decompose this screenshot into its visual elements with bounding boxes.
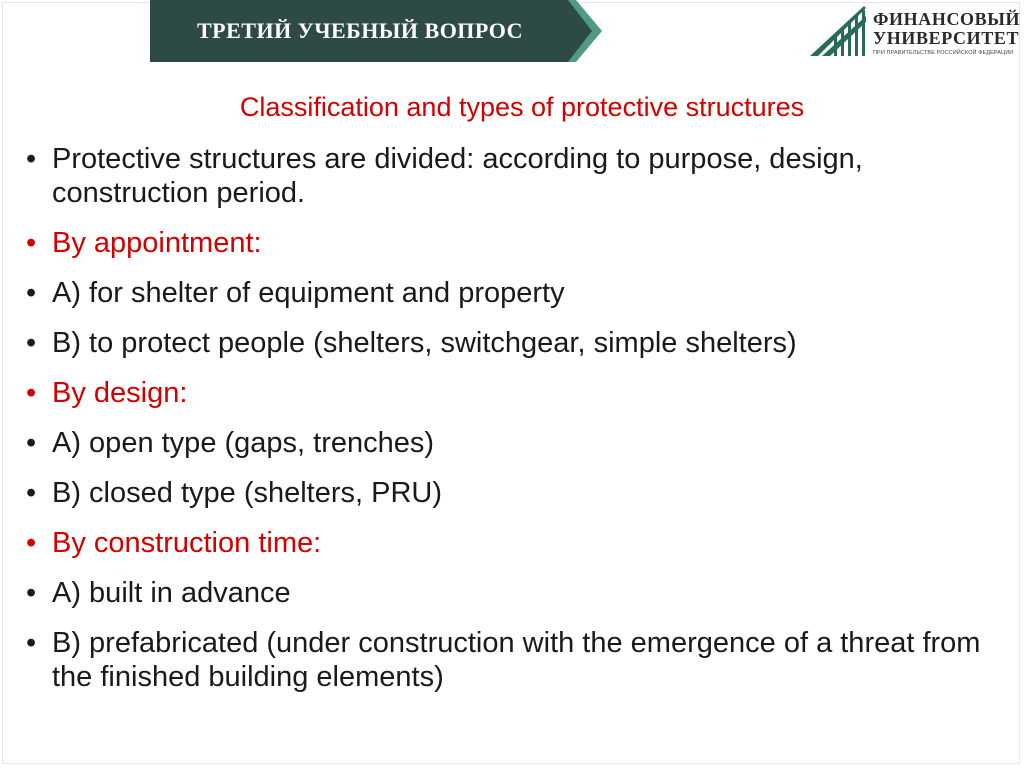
header-title: ТРЕТИЙ УЧЕБНЫЙ ВОПРОС (197, 18, 523, 43)
bullet-item: • By construction time: (26, 526, 1006, 560)
bullet-item: • By appointment: (26, 226, 1006, 260)
bullet-item: • By design: (26, 376, 1006, 410)
university-building-icon (808, 4, 870, 58)
slide-subtitle: Classification and types of protective structures (239, 92, 805, 122)
bullet-item: • B) prefabricated (under construction with the emergence of a threat from the finished building elements) (26, 626, 1006, 694)
bullet-list (26, 142, 1006, 710)
bullet-item: • A) for shelter of equipment and property (26, 276, 1006, 310)
logo-tagline: ПРИ ПРАВИТЕЛЬСТВЕ РОССИЙСКОЙ ФЕДЕРАЦИИ (873, 50, 1014, 56)
bullet-item: • Protective structures are divided: according to purpose, design, construction period. (26, 142, 1006, 210)
bullet-item: • A) open type (gaps, trenches) (26, 426, 1006, 460)
university-logo (808, 4, 1021, 58)
header-banner (150, 0, 602, 62)
bullet-item: • A) built in advance (26, 576, 1006, 610)
logo-line2: УНИВЕРСИТЕТ (873, 28, 1020, 48)
logo-line1: ФИНАНСОВЫЙ (873, 9, 1021, 29)
bullet-item: • B) to protect people (shelters, switchgear, simple shelters) (26, 326, 1006, 360)
bullet-item: • B) closed type (shelters, PRU) (26, 476, 1006, 510)
